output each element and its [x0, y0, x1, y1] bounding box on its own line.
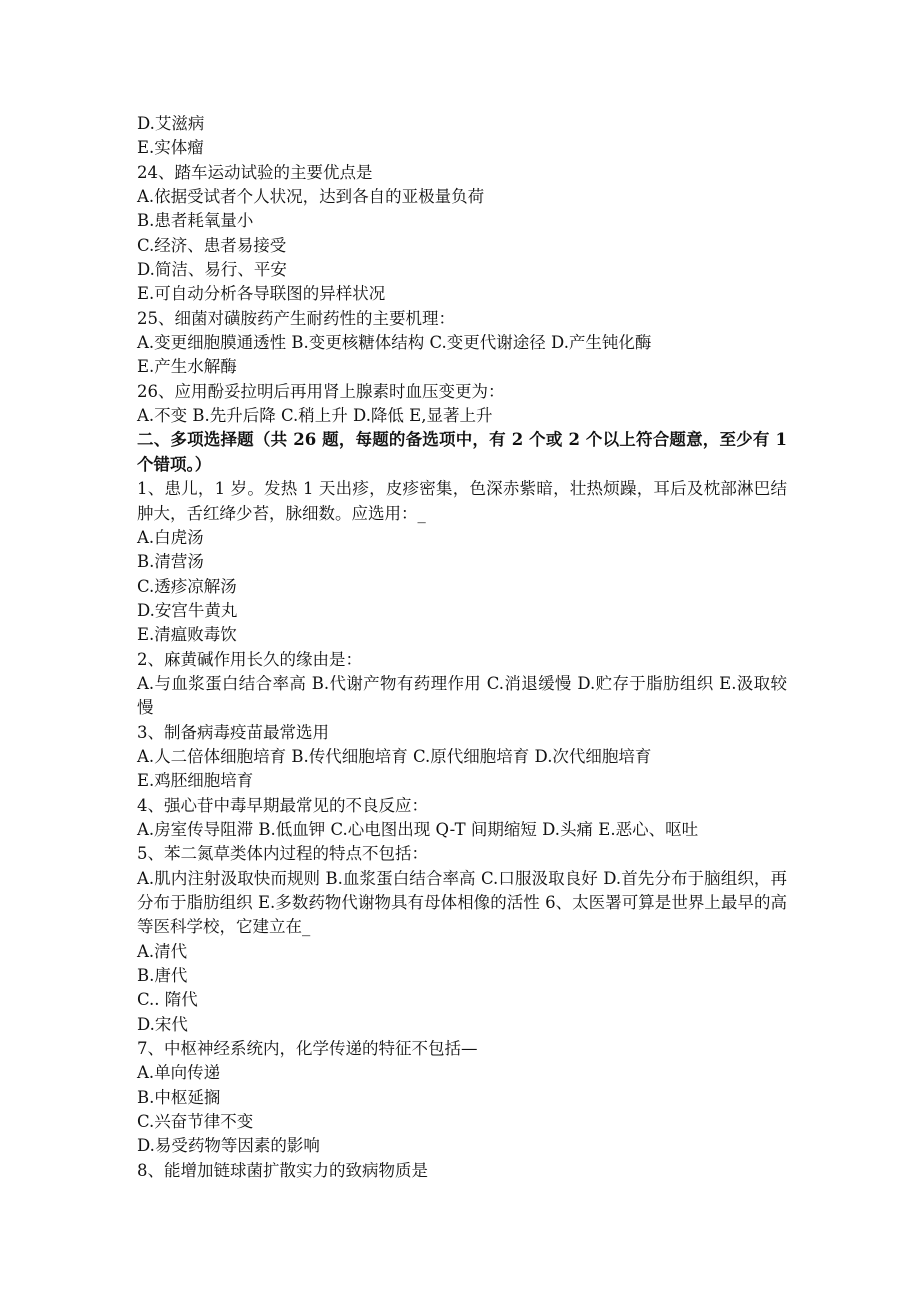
question-line: 4、强心苷中毒早期最常见的不良反应： [137, 795, 428, 815]
option-line: D.易受药物等因素的影响 [137, 1136, 320, 1156]
option-line: A.变更细胞膜通透性 B.变更核糖体结构 C.变更代谢途径 D.产生钝化酶 [137, 333, 652, 353]
option-line: E.鸡胚细胞培育 [137, 771, 254, 791]
option-line: B.患者耗氧量小 [137, 211, 254, 231]
option-line: E.可自动分析各导联图的异样状况 [137, 284, 386, 304]
option-line: A.不变 B.先升后降 C.稍上升 D.降低 E,显著上升 [137, 406, 493, 426]
section-heading: 二、多项选择题（共 26 题，每题的备选项中，有 2 个或 2 个以上符合题意，至少有 1 个错项。） [137, 430, 787, 474]
question-line: 26、应用酚妥拉明后再用肾上腺素时血压变更为： [137, 381, 505, 401]
question-line: 7、中枢神经系统内，化学传递的特征不包括— [137, 1039, 478, 1059]
option-line: D.安宫牛黄丸 [137, 600, 238, 620]
option-line: E.产生水解酶 [137, 357, 237, 377]
option-line: D.艾滋病 [137, 114, 205, 133]
option-line: C.. 隋代 [137, 990, 198, 1010]
option-line: C.经济、患者易接受 [137, 235, 287, 255]
option-line: A.人二倍体细胞培育 B.传代细胞培育 C.原代细胞培育 D.次代细胞培育 [137, 746, 652, 766]
option-line: E.清瘟败毒饮 [137, 625, 237, 645]
question-line: 2、麻黄碱作用长久的缘由是： [137, 649, 362, 669]
option-line: A.单向传递 [137, 1063, 221, 1083]
option-line: A.肌内注射汲取快而规则 B.血浆蛋白结合率高 C.口服汲取良好 D.首先分布于脑组织，再分布于脂肪组织 E.多数药物代谢物具有母体相像的活性 6、太医署可算是世界上最早的高等医科学校，它建立在_ [137, 868, 787, 937]
option-line: E.实体瘤 [137, 138, 204, 158]
option-line: A.依据受试者个人状况，达到各自的亚极量负荷 [137, 187, 485, 207]
option-line: B.中枢延搁 [137, 1087, 221, 1107]
option-line: B.清营汤 [137, 552, 204, 572]
question-line: 3、制备病毒疫苗最常选用 [137, 722, 329, 742]
option-line: A.房室传导阻滞 B.低血钾 C.心电图出现 Q-T 间期缩短 D.头痛 E.恶心、呕吐 [137, 819, 699, 839]
question-line: 1、患儿，1 岁。发热 1 天出疹，皮疹密集，色深赤紫暗，壮热烦躁，耳后及枕部淋巴结肿大，舌红绛少苔，脉细数。应选用：_ [137, 479, 787, 523]
option-line: A.清代 [137, 941, 188, 961]
question-line: 25、细菌对磺胺药产生耐药性的主要机理： [137, 308, 455, 328]
option-line: D.宋代 [137, 1014, 188, 1034]
question-line: 24、踏车运动试验的主要优点是 [137, 162, 373, 182]
document-body [137, 112, 787, 1183]
option-line: A.白虎汤 [137, 527, 204, 547]
option-line: C.兴奋节律不变 [137, 1112, 254, 1132]
question-line: 5、苯二氮草类体内过程的特点不包括： [137, 844, 428, 864]
question-line: 8、能增加链球菌扩散实力的致病物质是 [137, 1160, 428, 1180]
option-line: C.透疹凉解汤 [137, 576, 237, 596]
option-line: B.唐代 [137, 966, 188, 986]
option-line: A.与血浆蛋白结合率高 B.代谢产物有药理作用 C.消退缓慢 D.贮存于脂肪组织 E.汲取较慢 [137, 673, 787, 718]
option-line: D.简洁、易行、平安 [137, 260, 287, 280]
